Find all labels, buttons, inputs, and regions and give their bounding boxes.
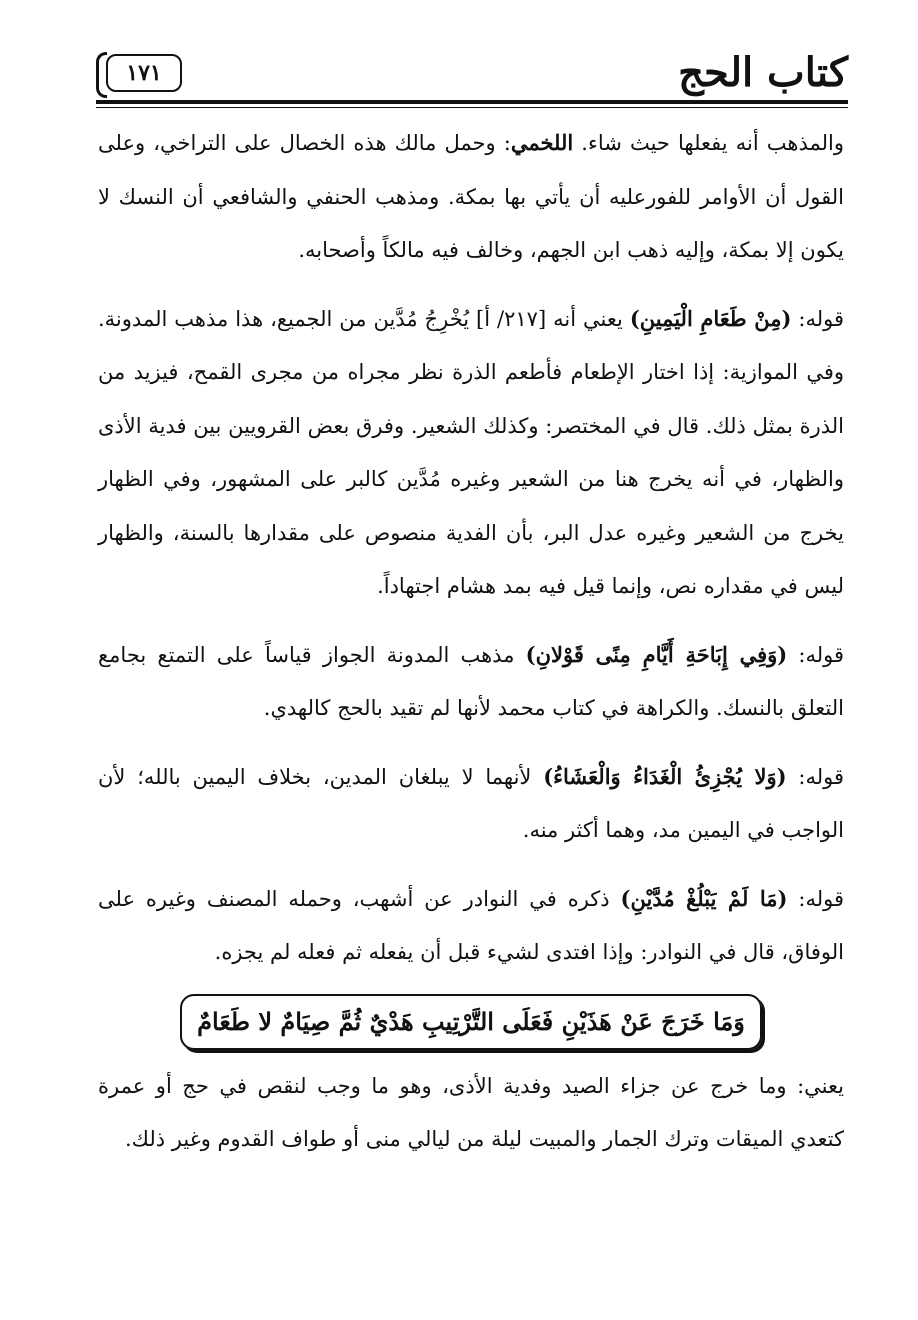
paragraph-3 xyxy=(98,628,844,736)
scholar-name: اللخمي xyxy=(510,130,574,155)
paragraph-5 xyxy=(98,872,844,980)
paragraph-1 xyxy=(98,116,844,278)
paragraph-lead: قوله: xyxy=(787,642,844,667)
header-rule-thin xyxy=(96,107,848,108)
quoted-matn: (مَا لَمْ يَبْلُغْ مُدَّيْنِ) xyxy=(620,885,788,911)
quoted-matn: (وَلا يُجْزِئُ الْغَدَاءُ وَالْعَشَاءُ) xyxy=(543,763,787,789)
paragraph-text: والمذهب أنه يفعلها حيث شاء. xyxy=(573,131,844,155)
paragraph-text: ذكره في النوادر عن أشهب، وحمله المصنف وغيره على الوفاق، قال في النوادر: وإذا افتدى لشيء قبل أن يفعله ثم فعله لم يجزه. xyxy=(98,886,844,964)
matn-rule-banner: وَمَا خَرَجَ عَنْ هَذَيْنِ فَعَلَى التَّرْتِيبِ هَدْيٌ ثُمَّ صِيَامٌ لا طَعَامٌ xyxy=(180,994,762,1050)
paragraph-text: : وحمل مالك هذه الخصال على التراخي، وعلى القول أن الأوامر للفورعليه أن يأتي بها بمكة. ومذهب الحنفي والشافعي أن النسك لا يكون إلا بمكة، وإليه ذهب ابن الجهم، وخالف فيه مالكاً وأصحابه. xyxy=(98,131,844,262)
paragraph-text: لأنهما لا يبلغان المدين، بخلاف اليمين بالله؛ لأن الواجب في اليمين مد، وهما أكثر منه. xyxy=(98,764,844,842)
quoted-matn: (مِنْ طَعَامِ الْيَمِينِ) xyxy=(629,305,792,331)
paragraph-text: يعني أنه [٢١٧/ أ] يُخْرِجُ مُدَّين من الجميع، هذا مذهب المدونة. وفي الموازية: إذا اختار الإطعام فأطعم الذرة نظر مجراه من مجرى القمح، فيزيد من الذرة بمثل ذلك. قال في المختصر: وكذلك الشعير. وفرق بعض القرويين بين فدية الأذى والظهار، في أنه يخرج هنا من الشعير وغيره مُدَّين كالبر على المشهور، وفي الظهار يخرج من الشعير وغيره عدل البر، بأن الفدية منصوص على مقدارها بالسنة، والظهار ليس في مقداره نص، وإنما قيل فيه بمد هشام اجتهاداً. xyxy=(98,306,844,598)
page-header xyxy=(96,40,848,106)
paragraph-text: مذهب المدونة الجواز قياساً على التمتع بجامع التعلق بالنسك. والكراهة في كتاب محمد لأنها لم تقيد بالحج كالهدي. xyxy=(98,642,844,720)
paragraph-4 xyxy=(98,750,844,858)
book-title: كتاب الحج xyxy=(678,49,848,96)
paragraph-lead: قوله: xyxy=(787,886,844,911)
page-body xyxy=(98,116,844,1181)
paragraph-2 xyxy=(98,292,844,614)
paragraph-lead: قوله: xyxy=(791,306,844,331)
header-rule xyxy=(96,100,848,104)
page-number: ١٧١ xyxy=(106,54,182,92)
paragraph-final: يعني: وما خرج عن جزاء الصيد وفدية الأذى، وهو ما وجب لنقص في حج أو عمرة كتعدي الميقات وترك الجمار والمبيت ليلة من ليالي منى أو طواف القدوم وغير ذلك. xyxy=(98,1073,844,1151)
paragraph-lead: قوله: xyxy=(786,764,845,789)
quoted-matn: (وَفِي إِبَاحَةِ أَيَّامِ مِنًى قَوْلانِ) xyxy=(525,641,788,667)
